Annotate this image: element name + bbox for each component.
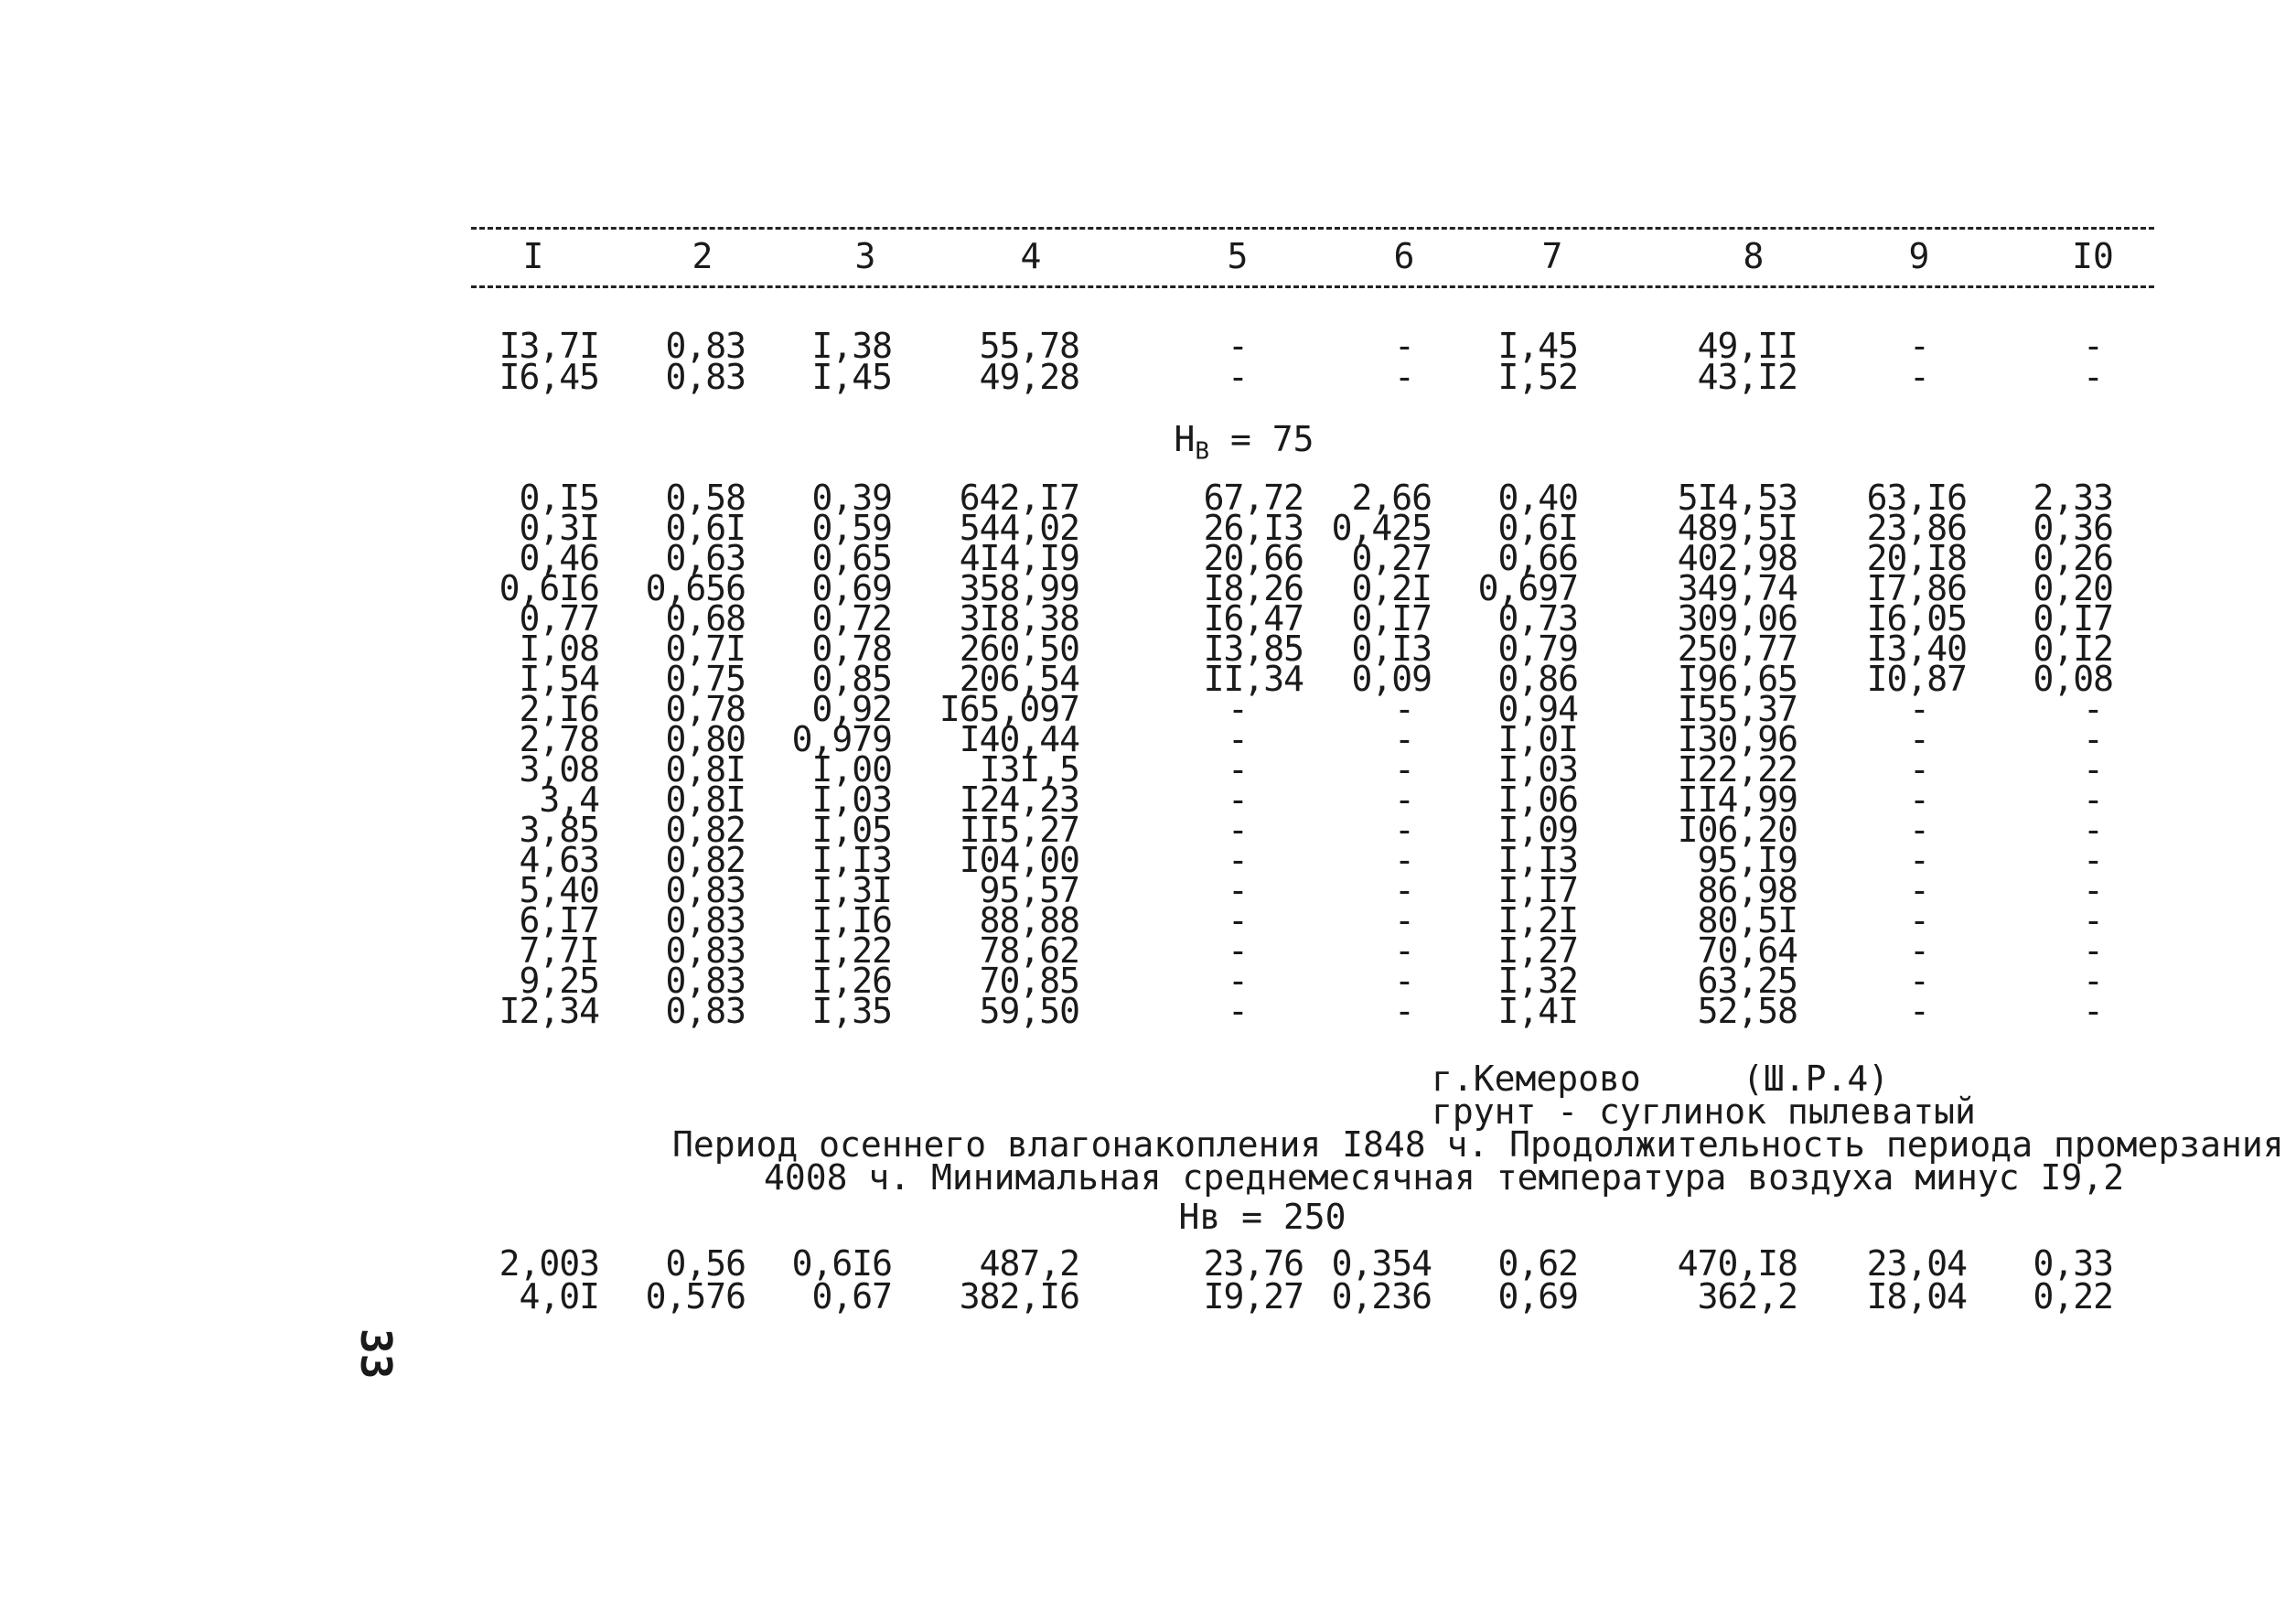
table-cell: II4,99 bbox=[1677, 779, 1797, 820]
table-cell: - bbox=[1394, 779, 1414, 820]
column-header-9: 9 bbox=[1908, 236, 1930, 276]
table-cell: - bbox=[1394, 991, 1414, 1031]
table-cell: 0,36 bbox=[2033, 508, 2113, 548]
table-cell: - bbox=[1909, 840, 1929, 880]
table-cell: 487,2 bbox=[979, 1243, 1079, 1284]
column-header-6: 6 bbox=[1393, 236, 1415, 276]
table-cell: I8,04 bbox=[1866, 1276, 1967, 1317]
table-cell: I,3I bbox=[811, 870, 892, 910]
table-cell: 0,46 bbox=[519, 538, 599, 578]
table-cell: I,05 bbox=[811, 810, 892, 850]
table-cell: - bbox=[1394, 326, 1414, 366]
table-cell: - bbox=[1228, 991, 1248, 1031]
table-cell: 260,50 bbox=[959, 629, 1079, 669]
table-cell: 4,0I bbox=[519, 1276, 599, 1317]
table-cell: I65,097 bbox=[939, 689, 1079, 729]
table-cell: I,2I bbox=[1497, 900, 1578, 940]
table-cell: I3,40 bbox=[1866, 629, 1967, 669]
table-cell: I,00 bbox=[811, 749, 892, 790]
table-cell: 0,82 bbox=[665, 840, 746, 880]
column-header-4: 4 bbox=[1020, 236, 1042, 276]
table-cell: I,26 bbox=[811, 961, 892, 1001]
table-cell: - bbox=[2083, 689, 2103, 729]
table-cell: 9,25 bbox=[519, 961, 599, 1001]
table-cell: 0,6I bbox=[1497, 508, 1578, 548]
table-cell: - bbox=[1909, 689, 1929, 729]
table-cell: 489,5I bbox=[1677, 508, 1797, 548]
table-cell: 6,I7 bbox=[519, 900, 599, 940]
table-cell: I,I6 bbox=[811, 900, 892, 940]
table-cell: 0,85 bbox=[811, 659, 892, 699]
table-cell: - bbox=[1394, 749, 1414, 790]
table-cell: 2,33 bbox=[2033, 478, 2113, 518]
table-cell: I,22 bbox=[811, 930, 892, 971]
table-cell: I,09 bbox=[1497, 810, 1578, 850]
table-cell: 5,40 bbox=[519, 870, 599, 910]
table-cell: - bbox=[1228, 840, 1248, 880]
table-cell: 0,80 bbox=[665, 719, 746, 759]
table-cell: I,38 bbox=[811, 326, 892, 366]
table-cell: 0,20 bbox=[2033, 568, 2113, 608]
table-cell: I04,00 bbox=[959, 840, 1079, 880]
table-cell: I,45 bbox=[1497, 326, 1578, 366]
table-cell: - bbox=[1228, 810, 1248, 850]
table-cell: I,32 bbox=[1497, 961, 1578, 1001]
table-cell: - bbox=[1394, 870, 1414, 910]
table-cell: I6,05 bbox=[1866, 598, 1967, 639]
column-header-2: 2 bbox=[692, 236, 713, 276]
table-cell: 52,58 bbox=[1697, 991, 1797, 1031]
table-cell: 0,22 bbox=[2033, 1276, 2113, 1317]
table-cell: 20,66 bbox=[1203, 538, 1304, 578]
table-cell: - bbox=[1228, 930, 1248, 971]
table-cell: 20,I8 bbox=[1866, 538, 1967, 578]
table-cell: 0,576 bbox=[645, 1276, 746, 1317]
table-cell: 4I4,I9 bbox=[959, 538, 1079, 578]
table-cell: II5,27 bbox=[959, 810, 1079, 850]
table-cell: - bbox=[1228, 357, 1248, 397]
table-cell: 95,57 bbox=[979, 870, 1079, 910]
table-cell: 0,33 bbox=[2033, 1243, 2113, 1284]
table-cell: 0,39 bbox=[811, 478, 892, 518]
table-cell: I,03 bbox=[811, 779, 892, 820]
table-cell: 67,72 bbox=[1203, 478, 1304, 518]
table-cell: 88,88 bbox=[979, 900, 1079, 940]
table-cell: 49,28 bbox=[979, 357, 1079, 397]
table-cell: 0,63 bbox=[665, 538, 746, 578]
table-cell: - bbox=[1909, 810, 1929, 850]
table-cell: I,0I bbox=[1497, 719, 1578, 759]
table-cell: 0,83 bbox=[665, 991, 746, 1031]
location-city: г.Кемерово bbox=[1432, 1059, 1641, 1099]
table-cell: 70,85 bbox=[979, 961, 1079, 1001]
table-cell: I96,65 bbox=[1677, 659, 1797, 699]
column-header-1: I bbox=[522, 236, 544, 276]
table-cell: I0,87 bbox=[1866, 659, 1967, 699]
table-cell: I,I3 bbox=[1497, 840, 1578, 880]
table-cell: 0,94 bbox=[1497, 689, 1578, 729]
table-cell: 23,04 bbox=[1866, 1243, 1967, 1284]
table-cell: - bbox=[1909, 749, 1929, 790]
table-cell: 0,73 bbox=[1497, 598, 1578, 639]
table-cell: 0,I7 bbox=[1351, 598, 1432, 639]
table-cell: - bbox=[1909, 870, 1929, 910]
table-cell: 0,72 bbox=[811, 598, 892, 639]
table-cell: 2,I6 bbox=[519, 689, 599, 729]
table-cell: I,08 bbox=[519, 629, 599, 669]
table-cell: - bbox=[1228, 326, 1248, 366]
table-cell: 0,08 bbox=[2033, 659, 2113, 699]
table-cell: 642,I7 bbox=[959, 478, 1079, 518]
table-cell: 0,7I bbox=[665, 629, 746, 669]
table-cell: 0,I5 bbox=[519, 478, 599, 518]
table-cell: - bbox=[1228, 961, 1248, 1001]
column-header-10: I0 bbox=[2072, 236, 2114, 276]
table-cell: 206,54 bbox=[959, 659, 1079, 699]
table-cell: 0,8I bbox=[665, 779, 746, 820]
table-cell: 0,6I6 bbox=[791, 1243, 892, 1284]
table-cell: 0,83 bbox=[665, 357, 746, 397]
table-cell: - bbox=[1394, 357, 1414, 397]
table-cell: 78,62 bbox=[979, 930, 1079, 971]
period-line-2: 4008 ч. Минимальная среднемесячная температура воздуха минус I9,2 bbox=[764, 1157, 2125, 1198]
table-cell: - bbox=[2083, 840, 2103, 880]
table-cell: 63,25 bbox=[1697, 961, 1797, 1001]
table-cell: 0,65 bbox=[811, 538, 892, 578]
table-cell: I9,27 bbox=[1203, 1276, 1304, 1317]
table-cell: I22,22 bbox=[1677, 749, 1797, 790]
table-cell: 0,I3 bbox=[1351, 629, 1432, 669]
table-cell: 0,40 bbox=[1497, 478, 1578, 518]
table-cell: 2,66 bbox=[1351, 478, 1432, 518]
table-cell: I3,7I bbox=[499, 326, 599, 366]
table-cell: 0,77 bbox=[519, 598, 599, 639]
table-cell: 23,76 bbox=[1203, 1243, 1304, 1284]
table-cell: - bbox=[1394, 689, 1414, 729]
table-header-rule bbox=[471, 285, 2154, 288]
table-cell: - bbox=[2083, 749, 2103, 790]
table-cell: 250,77 bbox=[1677, 629, 1797, 669]
table-cell: - bbox=[1394, 810, 1414, 850]
table-cell: I,03 bbox=[1497, 749, 1578, 790]
table-cell: - bbox=[2083, 719, 2103, 759]
table-cell: 0,979 bbox=[791, 719, 892, 759]
table-cell: I2,34 bbox=[499, 991, 599, 1031]
table-cell: 3,4 bbox=[539, 779, 599, 820]
table-cell: 309,06 bbox=[1677, 598, 1797, 639]
table-cell: 26,I3 bbox=[1203, 508, 1304, 548]
table-cell: - bbox=[2083, 991, 2103, 1031]
table-cell: 95,I9 bbox=[1697, 840, 1797, 880]
table-cell: 2,78 bbox=[519, 719, 599, 759]
table-cell: - bbox=[1394, 961, 1414, 1001]
table-cell: 0,62 bbox=[1497, 1243, 1578, 1284]
table-top-rule bbox=[471, 227, 2154, 230]
table-cell: 0,69 bbox=[1497, 1276, 1578, 1317]
table-cell: 0,78 bbox=[665, 689, 746, 729]
table-cell: 349,74 bbox=[1677, 568, 1797, 608]
page-number: 33 bbox=[351, 1328, 401, 1380]
table-cell: I40,44 bbox=[959, 719, 1079, 759]
table-cell: 0,83 bbox=[665, 930, 746, 971]
table-cell: - bbox=[1228, 719, 1248, 759]
table-cell: - bbox=[1909, 930, 1929, 971]
table-cell: - bbox=[1909, 991, 1929, 1031]
table-cell: 0,27 bbox=[1351, 538, 1432, 578]
table-cell: - bbox=[1909, 900, 1929, 940]
table-cell: - bbox=[1228, 689, 1248, 729]
table-cell: - bbox=[1228, 900, 1248, 940]
soil-type: грунт - суглинок пылеватый bbox=[1432, 1091, 1976, 1132]
table-cell: - bbox=[1394, 719, 1414, 759]
table-cell: I,I7 bbox=[1497, 870, 1578, 910]
table-cell: 0,58 bbox=[665, 478, 746, 518]
column-header-7: 7 bbox=[1541, 236, 1563, 276]
table-cell: I06,20 bbox=[1677, 810, 1797, 850]
table-cell: I7,86 bbox=[1866, 568, 1967, 608]
table-cell: 70,64 bbox=[1697, 930, 1797, 971]
table-cell: 358,99 bbox=[959, 568, 1079, 608]
table-cell: - bbox=[1394, 900, 1414, 940]
table-cell: 0,83 bbox=[665, 870, 746, 910]
table-cell: 0,68 bbox=[665, 598, 746, 639]
table-cell: - bbox=[1909, 326, 1929, 366]
table-cell: 0,26 bbox=[2033, 538, 2113, 578]
table-cell: I,06 bbox=[1497, 779, 1578, 820]
table-cell: I,45 bbox=[811, 357, 892, 397]
table-cell: - bbox=[2083, 810, 2103, 850]
table-cell: I55,37 bbox=[1677, 689, 1797, 729]
hv-75-label: $H_B = 75$ bbox=[1174, 419, 1314, 466]
table-cell: 362,2 bbox=[1697, 1276, 1797, 1317]
table-cell: 7,7I bbox=[519, 930, 599, 971]
table-cell: - bbox=[2083, 779, 2103, 820]
table-cell: 0,6I6 bbox=[499, 568, 599, 608]
table-cell: 86,98 bbox=[1697, 870, 1797, 910]
table-cell: 3,85 bbox=[519, 810, 599, 850]
table-cell: 0,59 bbox=[811, 508, 892, 548]
hv-250-label: Нв = 250 bbox=[1178, 1197, 1346, 1237]
table-cell: I,27 bbox=[1497, 930, 1578, 971]
table-cell: 0,83 bbox=[665, 961, 746, 1001]
table-cell: I,4I bbox=[1497, 991, 1578, 1031]
table-cell: 0,2I bbox=[1351, 568, 1432, 608]
table-cell: 0,83 bbox=[665, 326, 746, 366]
table-cell: 0,79 bbox=[1497, 629, 1578, 669]
table-cell: 3I8,38 bbox=[959, 598, 1079, 639]
table-cell: 0,I2 bbox=[2033, 629, 2113, 669]
table-cell: - bbox=[2083, 357, 2103, 397]
table-cell: 0,656 bbox=[645, 568, 746, 608]
table-cell: - bbox=[1228, 870, 1248, 910]
table-cell: 49,II bbox=[1697, 326, 1797, 366]
table-cell: 0,86 bbox=[1497, 659, 1578, 699]
table-cell: 0,6I bbox=[665, 508, 746, 548]
table-cell: 5I4,53 bbox=[1677, 478, 1797, 518]
table-cell: I6,47 bbox=[1203, 598, 1304, 639]
table-cell: - bbox=[2083, 900, 2103, 940]
table-cell: 2,003 bbox=[499, 1243, 599, 1284]
table-cell: - bbox=[1394, 930, 1414, 971]
table-cell: 80,5I bbox=[1697, 900, 1797, 940]
table-cell: I6,45 bbox=[499, 357, 599, 397]
table-cell: 0,78 bbox=[811, 629, 892, 669]
table-cell: 382,I6 bbox=[959, 1276, 1079, 1317]
table-cell: 0,75 bbox=[665, 659, 746, 699]
table-cell: 0,82 bbox=[665, 810, 746, 850]
table-cell: - bbox=[1228, 749, 1248, 790]
table-cell: - bbox=[1909, 961, 1929, 1001]
table-cell: - bbox=[2083, 326, 2103, 366]
table-cell: 63,I6 bbox=[1866, 478, 1967, 518]
table-cell: 43,I2 bbox=[1697, 357, 1797, 397]
table-cell: 0,56 bbox=[665, 1243, 746, 1284]
table-cell: I,I3 bbox=[811, 840, 892, 880]
table-cell: I,52 bbox=[1497, 357, 1578, 397]
column-header-5: 5 bbox=[1227, 236, 1249, 276]
table-cell: - bbox=[1909, 779, 1929, 820]
table-cell: 0,92 bbox=[811, 689, 892, 729]
table-cell: I3,85 bbox=[1203, 629, 1304, 669]
table-cell: - bbox=[1228, 779, 1248, 820]
table-cell: 0,354 bbox=[1331, 1243, 1432, 1284]
location-code: (Ш.Р.4) bbox=[1743, 1059, 1890, 1099]
table-cell: 470,I8 bbox=[1677, 1243, 1797, 1284]
table-cell: - bbox=[1909, 357, 1929, 397]
table-cell: 0,83 bbox=[665, 900, 746, 940]
period-line-1: Период осеннего влагонакопления I848 ч. Продолжительность периода промерзания bbox=[672, 1124, 2284, 1165]
table-cell: 0,I7 bbox=[2033, 598, 2113, 639]
table-cell: I8,26 bbox=[1203, 568, 1304, 608]
table-cell: - bbox=[1909, 719, 1929, 759]
table-cell: 0,236 bbox=[1331, 1276, 1432, 1317]
table-cell: 0,67 bbox=[811, 1276, 892, 1317]
table-cell: I,35 bbox=[811, 991, 892, 1031]
table-cell: 0,425 bbox=[1331, 508, 1432, 548]
table-cell: I3I,5 bbox=[979, 749, 1079, 790]
column-header-8: 8 bbox=[1743, 236, 1765, 276]
column-header-3: 3 bbox=[854, 236, 876, 276]
table-cell: 0,69 bbox=[811, 568, 892, 608]
table-cell: - bbox=[2083, 930, 2103, 971]
table-cell: 544,02 bbox=[959, 508, 1079, 548]
table-cell: 4,63 bbox=[519, 840, 599, 880]
table-cell: II,34 bbox=[1203, 659, 1304, 699]
table-cell: - bbox=[1394, 840, 1414, 880]
table-cell: I30,96 bbox=[1677, 719, 1797, 759]
table-cell: 0,66 bbox=[1497, 538, 1578, 578]
table-cell: 0,697 bbox=[1477, 568, 1578, 608]
table-cell: 402,98 bbox=[1677, 538, 1797, 578]
table-cell: 0,09 bbox=[1351, 659, 1432, 699]
table-cell: 0,3I bbox=[519, 508, 599, 548]
table-cell: I,54 bbox=[519, 659, 599, 699]
table-cell: I24,23 bbox=[959, 779, 1079, 820]
table-cell: 59,50 bbox=[979, 991, 1079, 1031]
table-cell: 3,08 bbox=[519, 749, 599, 790]
table-cell: - bbox=[2083, 961, 2103, 1001]
table-cell: 0,8I bbox=[665, 749, 746, 790]
table-cell: - bbox=[2083, 870, 2103, 910]
table-cell: 55,78 bbox=[979, 326, 1079, 366]
table-cell: 23,86 bbox=[1866, 508, 1967, 548]
